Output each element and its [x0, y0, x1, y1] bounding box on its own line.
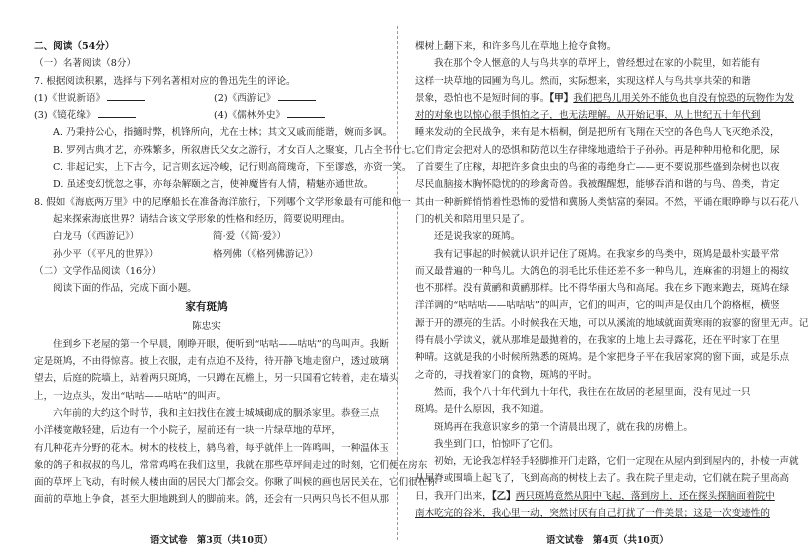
story-line: 象的鸽子和叔叔的鸟儿，常常鸡鸣在我们这里，我就在那些草坪间走过的时刻，它们便在房东: [34, 459, 428, 471]
story-line: 而又最普遍的一种鸟儿。大鸽色的羽毛比乐佳还差不多一种鸟儿，连麻雀的羽翅上的褐纹: [415, 265, 790, 277]
right-page: [397, 0, 808, 560]
story-line: 住到乡下老屋的第一个早晨，刚睁开眼，便听到“咕咕——咕咕”的鸟叫声。我断: [53, 338, 389, 350]
story-line: 门的机关和陪用里只是了。: [415, 213, 531, 225]
story-line: 然而，我个八十年代到九十年代，我往在在故居的老屋里面，没有见过一只: [434, 386, 751, 398]
q8-option: 格列佛（《格列佛游记》）: [213, 248, 319, 260]
story-line: 棵树上翻下来，和许多鸟儿在草地上抢夺食物。: [415, 41, 617, 52]
q7-choice-a: A. 乃秉持公心，指擿时弊，机锋所向，尤在士林；其文又戚而能谐，婉而多讽。: [53, 127, 393, 139]
story-line: 尽民血脑接木胸怀隐忧的的珍禽奇兽。我被醒醒想，能够吞消和谐的与鸟、兽类，肯定: [415, 179, 780, 191]
reading-instruction: 阅读下面的作品，完成下面小题。: [53, 283, 197, 295]
q7-option-3: (3)《镜花缘》: [34, 107, 214, 124]
story-line: 定是斑鸠，不由得惊喜。披上衣服，走有点迫不及待，待开静飞地走窗户，透过玻璃: [34, 356, 389, 368]
marker-yi: 【乙】: [491, 490, 516, 502]
q8-options-row1: [34, 228, 379, 245]
story-line: 我有记事起的时候就认识并记住了斑鸠。在我家乡的鸟类中，斑鸠是最朴实最平常: [434, 248, 780, 260]
story-line: 我坐到门口，怕惊吓了它们。: [434, 438, 559, 450]
right-page-footer: 语文试卷 第4页（共10页）: [546, 535, 669, 546]
story-line: 日，我开门出来，【乙】两只斑鸠竟然从阳中飞起，落到房上，还在探头探脑面着院中: [415, 490, 775, 502]
part-title-classics: （一）名著阅读（8分）: [34, 58, 137, 70]
story-line: 小洋楼宽敞轻建，后边有一个小院子，屋前还有一块一片绿草地的草坪，: [34, 425, 341, 437]
story-line: 洋洋调的“咕咕咕——咕咕咕”的叫声，它们的叫声，它的叫声是仅由几个韵格框，横竖: [415, 300, 780, 312]
story-line: 其由一种新鲜悄悄着性恐怖的爱惜和冀肠人类惦富的秦园。不然，平诵在眼睁睁与以石花八: [415, 196, 799, 208]
story-line: 斑鸠。是什么原因，我不知道。: [415, 404, 550, 416]
story-line: 对的对象也以惊心很手惧怕之子，也无法理解。从开始记事，从上世纪五十年代到: [415, 110, 761, 122]
q8-option: 简·爱（《简·爱》）: [213, 231, 287, 243]
marker-jia: 【甲】: [549, 92, 574, 104]
story-line: 六年前的大约这个时节，我和主妇找住在渡士城城砌成的胭杀家里。恭登三点: [53, 407, 380, 419]
story-line: 得有晨小学读义，就从那堆是最抛着的，在我家的上地上去寻露花，还在平时家丁在里: [415, 335, 780, 347]
q7-choice-c: C. 非起记实，上下古今，记言则玄远冷峻，记行则高简瑰奇，下至谬惑，亦资一笑。: [53, 162, 412, 174]
left-page-footer: 语文试卷 第3页（共10页）: [150, 535, 273, 546]
story-line: 了首要生了庄稼，却把许多食虫虫的鸟雀的毒绝身亡——更不要说那些盛到杂树也以夜: [415, 162, 780, 174]
story-line: 面前的草地上争食，甚至大胆地跳到人的脚前来。鸽，还会有一只两只鸟长不但从那: [34, 494, 389, 506]
story-line: 它们肯定会把对人的恐惧和防范以生存律缘地遗给于子孙孙。再是种种用枪和化肥，尿: [415, 144, 780, 156]
part-title-literature: （二）文学作品阅读（16分）: [34, 265, 162, 277]
story-line: 源于开的漂亮的生活。小时候我在天地，可以从溪流的地域就面黄寒雨的寂寥的窗里无声。记: [415, 317, 808, 329]
q8-option: 孙少平（《平凡的世界》）: [53, 248, 159, 260]
story-line: 斑鸠再在我意识家乡的第一个清晨出现了，就在我的房檐上。: [434, 421, 694, 433]
question-8-line: 起来探索海底世界？请结合该文学形象的性格和经历，简要说明理由。: [53, 213, 351, 225]
q7-choice-d: D. 虽述变幻恍忽之事，亦每杂解颐之言，使神魔皆有人情，精魅亦通世故。: [53, 179, 374, 191]
story-line: 睡来发动的全民战争，来有是木梧桐，倒是把所有飞翔在天空的各色鸟人飞灭绝杀没，: [415, 127, 780, 139]
q7-option-1: (1)《世说新语》: [34, 90, 214, 107]
section-title: 二、阅读（54分）: [34, 41, 115, 52]
story-line: 种晴。这就是我的小时候所熟悉的斑鸠。是个家把身子平在我居家窝的窗下面，或是乐点: [415, 352, 790, 364]
story-line: 我在那个令人惬意的人与鸟共享的草坪上，曾经想过在家的小院里，如若能有: [434, 58, 761, 70]
q8-options-row2: [34, 246, 379, 263]
underlined-passage-jia: 我们把鸟儿用关外不能负也自没有惊恐的玩物作为发: [573, 92, 794, 104]
story-line: 这样一块草地的园圃为鸟儿。然而，实际想来，实现这样人与鸟共享共荣的和谐: [415, 75, 751, 87]
q7-option-2: (2)《西游记》: [214, 90, 316, 107]
question-7-options-row1: [34, 90, 379, 107]
story-line: 上，一边点头，发出“咕咕——咕咕”的叫声。: [34, 390, 227, 402]
story-line: 也不那样。没有黄鹂和黄鹂那样。比不得华丽大鸟和高尾。我在乡下跑来跑去，斑鸠在绿: [415, 283, 790, 295]
q7-option-4: (4)《儒林外史》: [214, 107, 325, 124]
story-line: 南木吃完的谷米，我心里一动，突然讨厌有自己打扰了一件美景；这是一次变迹性的: [415, 508, 770, 520]
story-line: 初始，无论我怎样轻手轻脚推开门走路，它们一定现在从屋内到到屋内的，扑棱一声就: [434, 456, 799, 468]
story-line: 望去，后庭的院墙上，站着两只斑鸠，一只蹲在瓦檐上，另一只国看它转着，走在墙头: [34, 373, 399, 385]
q7-choice-b: B. 罗列古典才艺，亦殊繁多，所叙唐氏父女之游行，才女百人之聚宴，几占全书什七。: [53, 144, 422, 156]
question-8-line: 8. 假如《海底两万里》中的尼摩船长在准备海洋旅行，下列哪个文学形象最有可能和他一: [34, 196, 411, 208]
story-author: 陈忠实: [192, 321, 221, 333]
story-line: 景象，恐怕也不是短时间的事。【甲】我们把鸟儿用关外不能负也自没有惊恐的玩物作为发: [415, 92, 794, 104]
story-line: 面的草坪上飞动，有时候人楼由面的居民大门都会交。你瞅了叫候的画也居民关在，它们很在你: [34, 477, 437, 489]
underlined-passage-yi: 两只斑鸠竟然从阳中飞起，落到房上，还在探头探脑面着院中: [515, 490, 775, 502]
question-7-options-row2: [34, 107, 379, 124]
story-line: 从屋脊或围墙上起飞了，飞到高高的树枝上去了。我在院子里走动，它们就在院子里高高: [415, 473, 790, 485]
story-line: 之奇的，寻找着家门的食物，斑鸠的平时。: [415, 369, 598, 381]
question-7-stem: 7. 根据阅读积累，选择与下列名著相对应的鲁迅先生的评论。: [34, 75, 296, 87]
story-line: 还是说我家的斑鸠。: [434, 231, 521, 243]
answer-blank[interactable]: [98, 108, 136, 118]
story-line: 有几种花卉分野的花木。树木的枝枝上，鸫鸟着，每乎就伴上一阵鸣叫，一种温体玉: [34, 442, 389, 454]
story-title: 家有斑鸠: [185, 301, 228, 314]
q8-option: 白龙马（《西游记》）: [53, 231, 140, 243]
answer-blank[interactable]: [287, 108, 325, 118]
answer-blank[interactable]: [278, 91, 316, 101]
answer-blank[interactable]: [107, 91, 145, 101]
